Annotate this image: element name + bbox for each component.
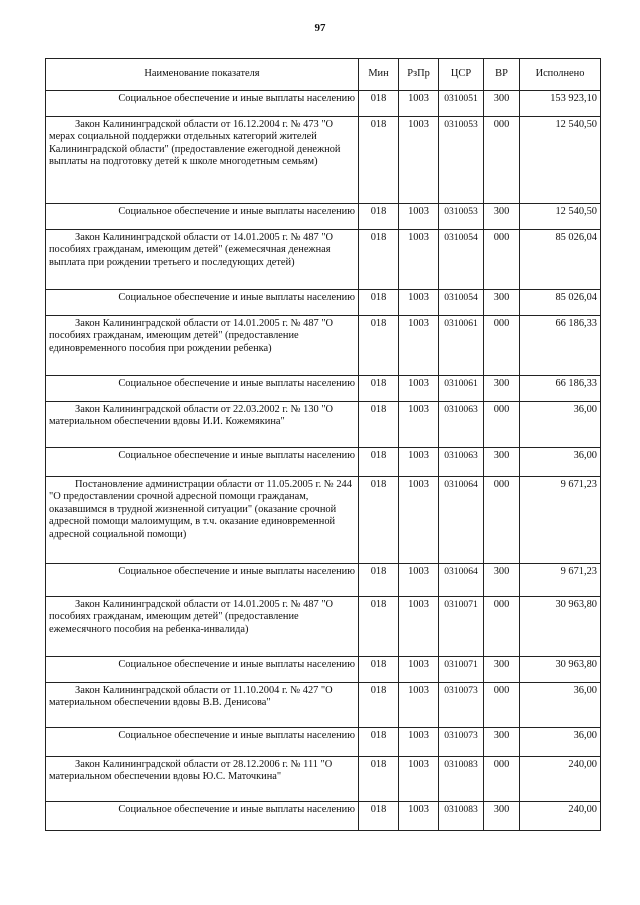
row-executed: 36,00 [520, 683, 601, 728]
row-vr: 000 [484, 402, 520, 448]
row-name: Социальное обеспечение и иные выплаты населению [46, 290, 359, 316]
row-csr: 0310061 [439, 376, 484, 402]
header-name: Наименование показателя [46, 59, 359, 91]
row-min: 018 [359, 757, 399, 802]
row-rzpr: 1003 [399, 564, 439, 597]
row-vr: 300 [484, 728, 520, 757]
row-csr: 0310053 [439, 204, 484, 230]
table-row [46, 564, 601, 597]
row-vr: 000 [484, 230, 520, 290]
row-rzpr: 1003 [399, 728, 439, 757]
table-row [46, 402, 601, 448]
row-executed: 240,00 [520, 757, 601, 802]
row-min: 018 [359, 91, 399, 117]
row-vr: 300 [484, 657, 520, 683]
row-vr: 300 [484, 204, 520, 230]
row-min: 018 [359, 683, 399, 728]
header-min: Мин [359, 59, 399, 91]
row-name: Закон Калининградской области от 28.12.2006 г. № 111 "О материальном обеспечении вдовы Ю.С. Маточкина" [46, 757, 359, 802]
page-number: 97 [314, 22, 326, 34]
row-min: 018 [359, 448, 399, 477]
row-rzpr: 1003 [399, 230, 439, 290]
header-rzpr: РзПр [399, 59, 439, 91]
row-csr: 0310054 [439, 290, 484, 316]
row-executed: 240,00 [520, 802, 601, 831]
budget-table [45, 58, 601, 831]
row-csr: 0310063 [439, 402, 484, 448]
row-executed: 66 186,33 [520, 376, 601, 402]
table-row [46, 597, 601, 657]
row-executed: 36,00 [520, 448, 601, 477]
row-min: 018 [359, 477, 399, 564]
row-csr: 0310083 [439, 757, 484, 802]
header-csr: ЦСР [439, 59, 484, 91]
row-min: 018 [359, 230, 399, 290]
table-row [46, 448, 601, 477]
row-csr: 0310064 [439, 564, 484, 597]
row-min: 018 [359, 657, 399, 683]
row-rzpr: 1003 [399, 683, 439, 728]
table-row [46, 728, 601, 757]
row-csr: 0310071 [439, 597, 484, 657]
row-vr: 300 [484, 91, 520, 117]
row-csr: 0310061 [439, 316, 484, 376]
row-name: Социальное обеспечение и иные выплаты населению [46, 564, 359, 597]
row-name: Социальное обеспечение и иные выплаты населению [46, 802, 359, 831]
row-vr: 300 [484, 802, 520, 831]
row-rzpr: 1003 [399, 477, 439, 564]
header-executed: Исполнено [520, 59, 601, 91]
row-csr: 0310071 [439, 657, 484, 683]
row-name: Закон Калининградской области от 14.01.2005 г. № 487 "О пособиях гражданам, имеющим детей" (ежемесячная денежная выплата при рождении третьего и последующих детей) [46, 230, 359, 290]
row-min: 018 [359, 204, 399, 230]
row-executed: 30 963,80 [520, 597, 601, 657]
table-row [46, 91, 601, 117]
row-rzpr: 1003 [399, 91, 439, 117]
row-executed: 153 923,10 [520, 91, 601, 117]
header-row [46, 59, 601, 91]
row-executed: 66 186,33 [520, 316, 601, 376]
row-executed: 12 540,50 [520, 204, 601, 230]
row-name: Социальное обеспечение и иные выплаты населению [46, 91, 359, 117]
row-min: 018 [359, 564, 399, 597]
table-row [46, 802, 601, 831]
row-vr: 000 [484, 117, 520, 204]
table-row [46, 477, 601, 564]
row-rzpr: 1003 [399, 290, 439, 316]
row-executed: 85 026,04 [520, 230, 601, 290]
row-executed: 85 026,04 [520, 290, 601, 316]
row-name: Социальное обеспечение и иные выплаты населению [46, 204, 359, 230]
row-min: 018 [359, 728, 399, 757]
header-vr: ВР [484, 59, 520, 91]
row-rzpr: 1003 [399, 597, 439, 657]
row-rzpr: 1003 [399, 802, 439, 831]
row-name: Закон Калининградской области от 22.03.2002 г. № 130 "О материальном обеспечении вдовы И.И. Кожемякина" [46, 402, 359, 448]
row-csr: 0310073 [439, 728, 484, 757]
row-executed: 36,00 [520, 728, 601, 757]
row-csr: 0310064 [439, 477, 484, 564]
row-executed: 9 671,23 [520, 564, 601, 597]
table-row [46, 376, 601, 402]
row-rzpr: 1003 [399, 757, 439, 802]
row-executed: 9 671,23 [520, 477, 601, 564]
table-row [46, 316, 601, 376]
row-rzpr: 1003 [399, 376, 439, 402]
row-min: 018 [359, 117, 399, 204]
row-vr: 300 [484, 290, 520, 316]
row-name: Постановление администрации области от 11.05.2005 г. № 244 "О предоставлении срочной адресной помощи гражданам, оказавшимся в трудной жизненной ситуации" (оказание срочной адресной помощи малоимущим, в т.ч. оказание единовременной адресной социальной помощи) [46, 477, 359, 564]
row-name: Закон Калининградской области от 16.12.2004 г. № 473 "О мерах социальной поддержки отдельных категорий жителей Калининградской области" (предоставление ежегодной денежной выплаты на подготовку детей к школе многодетным семьям) [46, 117, 359, 204]
table-row [46, 230, 601, 290]
row-name: Социальное обеспечение и иные выплаты населению [46, 376, 359, 402]
row-csr: 0310073 [439, 683, 484, 728]
row-vr: 000 [484, 477, 520, 564]
row-rzpr: 1003 [399, 117, 439, 204]
table-row [46, 117, 601, 204]
row-name: Социальное обеспечение и иные выплаты населению [46, 728, 359, 757]
table-row [46, 204, 601, 230]
row-min: 018 [359, 802, 399, 831]
row-csr: 0310054 [439, 230, 484, 290]
row-name: Закон Калининградской области от 11.10.2004 г. № 427 "О материальном обеспечении вдовы В.В. Денисова" [46, 683, 359, 728]
row-min: 018 [359, 402, 399, 448]
row-min: 018 [359, 316, 399, 376]
row-vr: 000 [484, 757, 520, 802]
row-rzpr: 1003 [399, 316, 439, 376]
row-csr: 0310063 [439, 448, 484, 477]
row-name: Социальное обеспечение и иные выплаты населению [46, 448, 359, 477]
table-row [46, 757, 601, 802]
row-vr: 000 [484, 316, 520, 376]
row-csr: 0310053 [439, 117, 484, 204]
table-row [46, 683, 601, 728]
row-name: Закон Калининградской области от 14.01.2005 г. № 487 "О пособиях гражданам, имеющим детей" (предоставление ежемесячного пособия на ребенка-инвалида) [46, 597, 359, 657]
row-csr: 0310083 [439, 802, 484, 831]
table-row [46, 290, 601, 316]
row-min: 018 [359, 376, 399, 402]
row-rzpr: 1003 [399, 204, 439, 230]
row-rzpr: 1003 [399, 402, 439, 448]
row-rzpr: 1003 [399, 448, 439, 477]
row-executed: 30 963,80 [520, 657, 601, 683]
row-min: 018 [359, 290, 399, 316]
row-vr: 300 [484, 564, 520, 597]
row-vr: 000 [484, 597, 520, 657]
row-executed: 12 540,50 [520, 117, 601, 204]
table-row [46, 657, 601, 683]
row-executed: 36,00 [520, 402, 601, 448]
row-csr: 0310051 [439, 91, 484, 117]
row-name: Социальное обеспечение и иные выплаты населению [46, 657, 359, 683]
row-rzpr: 1003 [399, 657, 439, 683]
row-vr: 300 [484, 376, 520, 402]
row-name: Закон Калининградской области от 14.01.2005 г. № 487 "О пособиях гражданам, имеющим детей" (предоставление единовременного пособия при рождении ребенка) [46, 316, 359, 376]
row-min: 018 [359, 597, 399, 657]
row-vr: 300 [484, 448, 520, 477]
row-vr: 000 [484, 683, 520, 728]
